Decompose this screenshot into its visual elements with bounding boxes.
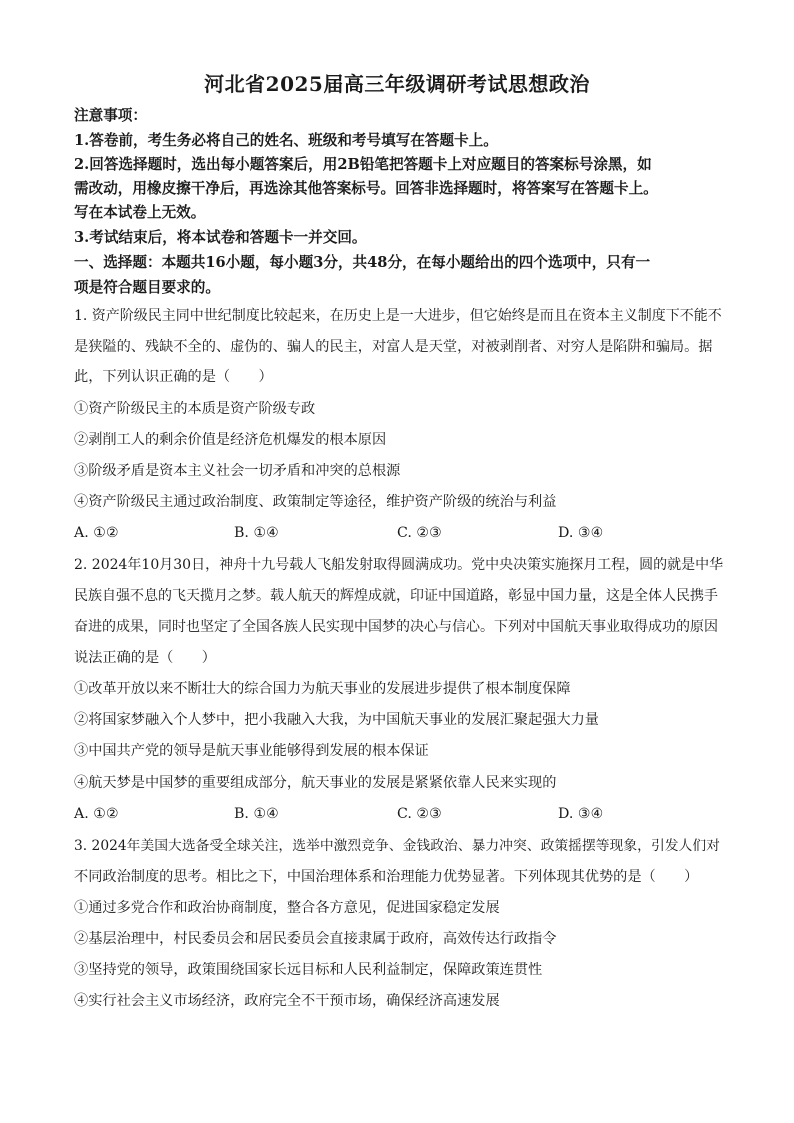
- q3-item-1: ①通过多党合作和政治协商制度，整合各方意见，促进国家稳定发展: [74, 900, 500, 916]
- q3-stem-line-2: 不同政治制度的思考。相比之下，中国治理体系和治理能力优势显著。下列体现其优势的是（ ）: [74, 869, 699, 885]
- q1-item-3: ③阶级矛盾是资本主义社会一切矛盾和冲突的总根源: [74, 463, 401, 479]
- notice-item-2-line-3: 写在本试卷上无效。: [74, 204, 206, 221]
- section-heading-line-1: 一、选择题：本题共16小题，每小题3分，共48分，在每小题给出的四个选项中，只有一: [74, 254, 651, 271]
- q2-stem-line-2: 民族自强不息的飞天揽月之梦。载人航天的辉煌成就，印证中国道路，彰显中国力量，这是全体人民携手: [74, 588, 718, 604]
- notice-item-1: 1.答卷前，考生务必将自己的姓名、班级和考号填写在答题卡上。: [74, 132, 498, 149]
- q3-item-2: ②基层治理中，村民委员会和居民委员会直接隶属于政府，高效传达行政指令: [74, 931, 557, 947]
- section-heading-line-2: 项是符合题目要求的。: [74, 279, 220, 296]
- q3-item-4: ④实行社会主义市场经济，政府完全不干预市场，确保经济高速发展: [74, 993, 500, 1009]
- q1-option-d: D. ③④: [558, 525, 604, 541]
- q2-option-b: B. ①④: [234, 806, 279, 822]
- q1-stem-line-1: 1. 资产阶级民主同中世纪制度比较起来，在历史上是一大进步，但它始终是而且在资本主义制度下不能不: [74, 308, 722, 324]
- q1-stem-line-3: 此，下列认识正确的是（ ）: [74, 369, 273, 385]
- q2-stem-line-3: 奋进的成果，同时也坚定了全国各族人民实现中国梦的决心与信心。下列对中国航天事业取得成功的原因: [74, 619, 718, 635]
- q2-option-a: A. ①②: [74, 806, 119, 822]
- q2-item-4: ④航天梦是中国梦的重要组成部分，航天事业的发展是紧紧依靠人民来实现的: [74, 775, 557, 791]
- notice-item-2-line-2: 需改动，用橡皮擦干净后，再选涂其他答案标号。回答非选择题时，将答案写在答题卡上。: [74, 180, 658, 197]
- q2-option-c: C. ②③: [397, 806, 442, 822]
- q2-item-3: ③中国共产党的领导是航天事业能够得到发展的根本保证: [74, 743, 429, 759]
- q1-option-c: C. ②③: [397, 525, 442, 541]
- q1-option-a: A. ①②: [74, 525, 119, 541]
- q1-option-b: B. ①④: [234, 525, 279, 541]
- q3-item-3: ③坚持党的领导，政策围绕国家长远目标和人民利益制定，保障政策连贯性: [74, 962, 543, 978]
- q2-item-1: ①改革开放以来不断壮大的综合国力为航天事业的发展进步提供了根本制度保障: [74, 681, 571, 697]
- q2-option-d: D. ③④: [558, 806, 604, 822]
- q2-stem-line-1: 2. 2024年10月30日，神舟十九号载人飞船发射取得圆满成功。党中央决策实施探月工程，圆的就是中华: [74, 557, 724, 573]
- q2-stem-line-4: 说法正确的是（ ）: [74, 650, 216, 666]
- q1-item-4: ④资产阶级民主通过政治制度、政策制定等途径，维护资产阶级的统治与利益: [74, 494, 557, 510]
- q3-stem-line-1: 3. 2024年美国大选备受全球关注，选举中激烈竞争、金钱政治、暴力冲突、政策摇摆等现象，引发人们对: [74, 838, 720, 854]
- q1-item-2: ②剥削工人的剩余价值是经济危机爆发的根本原因: [74, 432, 387, 448]
- notice-item-2-line-1: 2.回答选择题时，选出每小题答案后，用2B铅笔把答题卡上对应题目的答案标号涂黑，如: [74, 156, 652, 173]
- notice-heading: 注意事项：: [74, 107, 147, 124]
- q2-item-2: ②将国家梦融入个人梦中，把小我融入大我，为中国航天事业的发展汇聚起强大力量: [74, 712, 599, 728]
- q1-item-1: ①资产阶级民主的本质是资产阶级专政: [74, 401, 316, 417]
- q1-stem-line-2: 是狭隘的、残缺不全的、虚伪的、骗人的民主，对富人是天堂，对被剥削者、对穷人是陷阱和骗局。据: [74, 339, 713, 355]
- notice-item-3: 3.考试结束后，将本试卷和答题卡一并交回。: [74, 229, 367, 246]
- exam-title: 河北省2025届高三年级调研考试思想政治: [204, 72, 590, 96]
